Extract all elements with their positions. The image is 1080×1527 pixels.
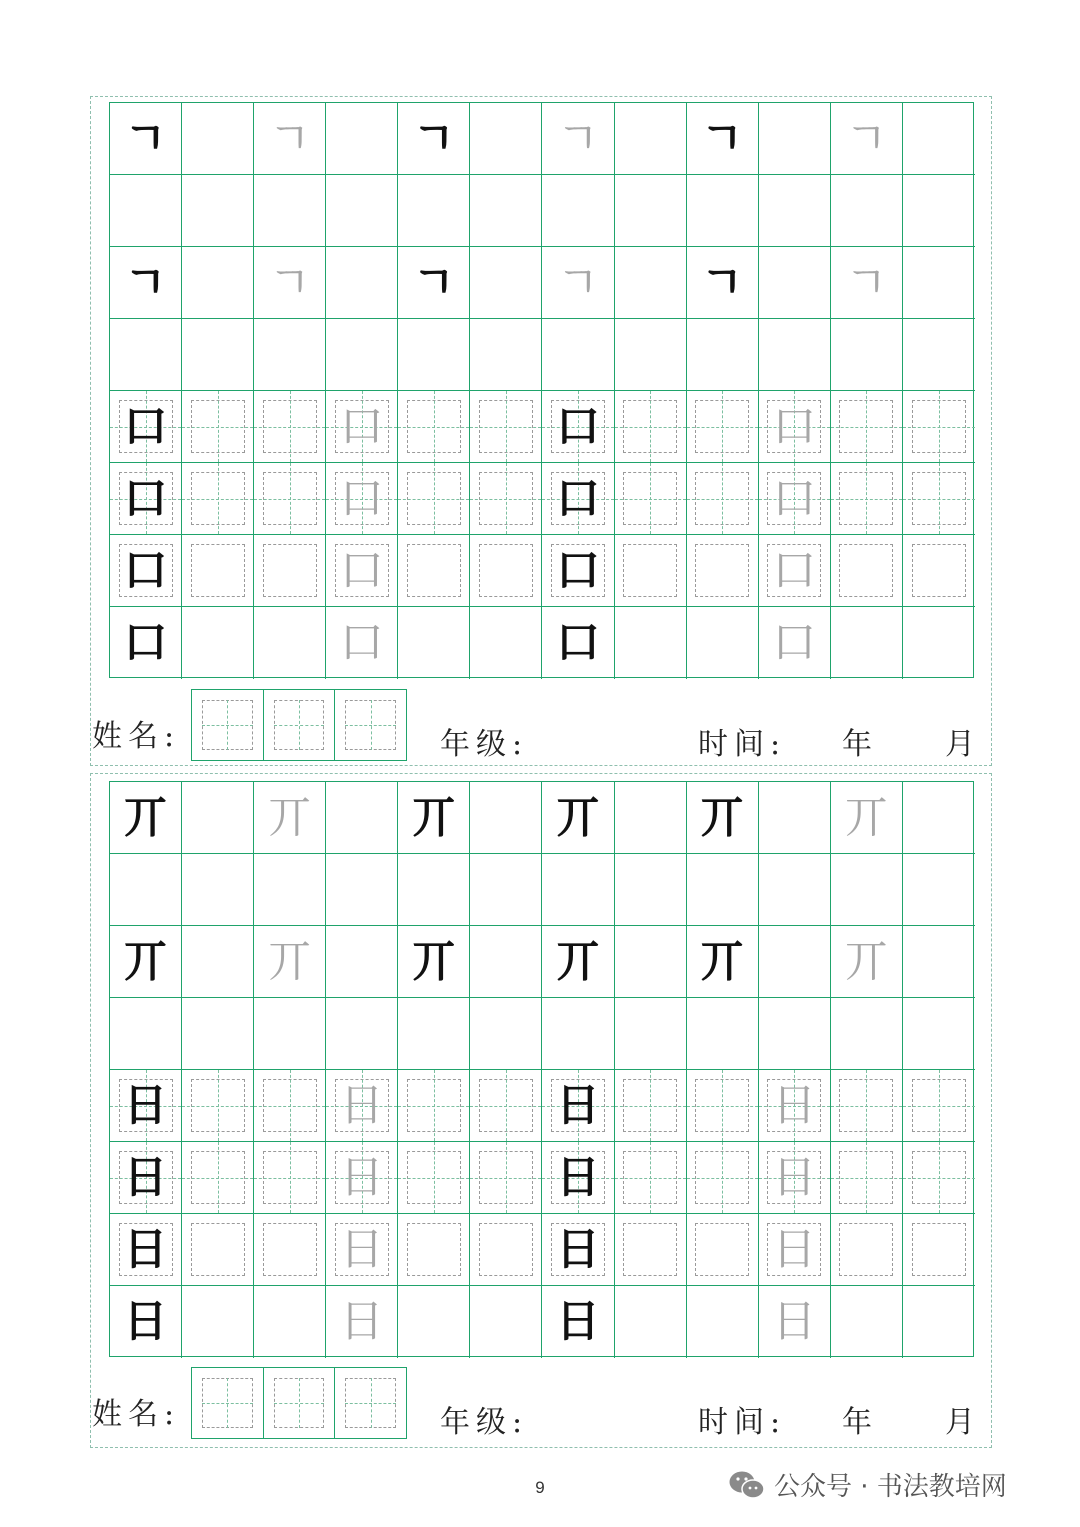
example-character-cell <box>254 103 326 175</box>
writing-cell[interactable] <box>615 854 687 926</box>
writing-cell[interactable] <box>398 1214 470 1286</box>
writing-cell[interactable] <box>759 782 831 854</box>
writing-cell[interactable] <box>398 1142 470 1214</box>
writing-cell[interactable] <box>687 1142 759 1214</box>
writing-cell[interactable] <box>903 391 975 463</box>
writing-cell[interactable] <box>254 175 326 247</box>
example-character-cell <box>542 247 614 319</box>
practice-grid-2 <box>109 781 974 1357</box>
writing-cell[interactable] <box>615 998 687 1070</box>
writing-cell[interactable] <box>110 175 182 247</box>
writing-cell[interactable] <box>903 998 975 1070</box>
writing-cell[interactable] <box>470 998 542 1070</box>
writing-cell[interactable] <box>470 1070 542 1142</box>
trace-character: 日 <box>339 1223 384 1275</box>
writing-cell[interactable] <box>615 391 687 463</box>
grid-row <box>110 1214 973 1286</box>
writing-cell[interactable] <box>182 1286 254 1358</box>
writing-cell[interactable] <box>182 247 254 319</box>
model-character: 口 <box>556 400 600 452</box>
grade-label: 年级: <box>440 727 529 762</box>
example-character-cell <box>831 103 903 175</box>
writing-cell[interactable] <box>831 319 903 391</box>
grade-label: 年级: <box>440 1405 529 1440</box>
writing-cell[interactable] <box>182 103 254 175</box>
example-character-cell <box>542 1286 614 1358</box>
writing-cell[interactable] <box>470 1142 542 1214</box>
writing-cell[interactable] <box>470 535 542 607</box>
trace-character: ㄱ <box>268 256 311 308</box>
grid-row <box>110 391 973 463</box>
example-character-cell <box>759 535 831 607</box>
model-character: ㄱ <box>412 256 456 308</box>
grid-row <box>110 1142 973 1214</box>
example-character-cell <box>759 1070 831 1142</box>
trace-character: 丌 <box>844 791 889 843</box>
trace-character: 日 <box>772 1296 817 1347</box>
writing-cell[interactable] <box>759 998 831 1070</box>
model-character: 日 <box>556 1079 600 1131</box>
writing-cell[interactable] <box>687 854 759 926</box>
writing-cell[interactable] <box>110 998 182 1070</box>
trace-character: 口 <box>772 617 817 668</box>
writing-cell[interactable] <box>398 1286 470 1358</box>
example-character-cell <box>110 103 182 175</box>
example-character-cell <box>110 247 182 319</box>
writing-cell[interactable] <box>615 1286 687 1358</box>
name-box[interactable] <box>335 690 406 760</box>
trace-character: 丌 <box>267 791 312 843</box>
grid-row <box>110 1070 973 1142</box>
model-character: ㄱ <box>700 256 744 308</box>
model-character: ㄱ <box>124 112 167 164</box>
writing-cell[interactable] <box>398 1070 470 1142</box>
model-character: 口 <box>556 617 600 668</box>
writing-cell[interactable] <box>831 1286 903 1358</box>
example-character-cell <box>542 103 614 175</box>
writing-cell[interactable] <box>759 103 831 175</box>
writing-cell[interactable] <box>903 1214 975 1286</box>
writing-cell[interactable] <box>470 1214 542 1286</box>
grid-row <box>110 1286 973 1358</box>
writing-cell[interactable] <box>326 998 398 1070</box>
writing-cell[interactable] <box>615 1142 687 1214</box>
trace-character: 口 <box>772 472 817 524</box>
writing-cell[interactable] <box>831 854 903 926</box>
name-box[interactable] <box>264 690 336 760</box>
writing-cell[interactable] <box>182 854 254 926</box>
writing-cell[interactable] <box>759 854 831 926</box>
example-character-cell <box>110 391 182 463</box>
example-character-cell <box>398 103 470 175</box>
model-character: 口 <box>556 544 600 596</box>
example-character-cell <box>110 607 182 679</box>
trace-character: 口 <box>339 400 384 452</box>
name-writing-boxes[interactable] <box>191 689 407 761</box>
grid-row <box>110 535 973 607</box>
wechat-icon <box>728 1469 766 1501</box>
name-box[interactable] <box>335 1368 406 1438</box>
writing-cell[interactable] <box>615 175 687 247</box>
writing-cell[interactable] <box>254 1214 326 1286</box>
writing-cell[interactable] <box>182 535 254 607</box>
model-character: 日 <box>556 1151 600 1203</box>
example-character-cell <box>110 782 182 854</box>
trace-character: ㄱ <box>268 112 311 164</box>
model-character: 日 <box>123 1079 168 1131</box>
grid-row <box>110 926 973 998</box>
trace-character: 日 <box>339 1079 384 1131</box>
example-character-cell <box>542 463 614 535</box>
writing-cell[interactable] <box>326 782 398 854</box>
writing-cell[interactable] <box>398 607 470 679</box>
example-character-cell <box>326 535 398 607</box>
name-writing-boxes[interactable] <box>191 1367 407 1439</box>
name-label: 姓名: <box>92 1397 181 1432</box>
writing-cell[interactable] <box>398 319 470 391</box>
writing-cell[interactable] <box>254 1070 326 1142</box>
writing-cell[interactable] <box>687 535 759 607</box>
writing-cell[interactable] <box>615 103 687 175</box>
practice-grid-1 <box>109 102 974 678</box>
writing-cell[interactable] <box>615 782 687 854</box>
writing-cell[interactable] <box>903 854 975 926</box>
example-character-cell <box>831 782 903 854</box>
trace-character: 口 <box>772 400 817 452</box>
writing-cell[interactable] <box>759 926 831 998</box>
writing-cell[interactable] <box>254 319 326 391</box>
writing-cell[interactable] <box>615 463 687 535</box>
model-character: 丌 <box>556 935 600 987</box>
example-character-cell <box>759 1286 831 1358</box>
example-character-cell <box>831 247 903 319</box>
name-label: 姓名: <box>92 719 181 754</box>
writing-cell[interactable] <box>470 1286 542 1358</box>
writing-cell[interactable] <box>831 175 903 247</box>
model-character: 丌 <box>556 791 600 843</box>
writing-cell[interactable] <box>182 319 254 391</box>
example-character-cell <box>326 1286 398 1358</box>
writing-cell[interactable] <box>615 1214 687 1286</box>
grid-row <box>110 247 973 319</box>
example-character-cell <box>110 535 182 607</box>
writing-cell[interactable] <box>542 175 614 247</box>
example-character-cell <box>687 782 759 854</box>
writing-cell[interactable] <box>254 535 326 607</box>
writing-cell[interactable] <box>254 1142 326 1214</box>
writing-cell[interactable] <box>182 1214 254 1286</box>
writing-cell[interactable] <box>759 319 831 391</box>
writing-cell[interactable] <box>542 998 614 1070</box>
writing-cell[interactable] <box>615 1070 687 1142</box>
writing-cell[interactable] <box>542 319 614 391</box>
writing-cell[interactable] <box>326 175 398 247</box>
model-character: 日 <box>556 1223 600 1275</box>
model-character: 日 <box>123 1296 168 1347</box>
writing-cell[interactable] <box>254 391 326 463</box>
writing-cell[interactable] <box>470 926 542 998</box>
writing-cell[interactable] <box>687 1286 759 1358</box>
example-character-cell <box>110 1286 182 1358</box>
writing-cell[interactable] <box>182 463 254 535</box>
page-number: 9 <box>535 1478 545 1497</box>
example-character-cell <box>759 391 831 463</box>
example-character-cell <box>398 926 470 998</box>
trace-character: 丌 <box>267 935 312 987</box>
writing-cell[interactable] <box>903 175 975 247</box>
writing-cell[interactable] <box>615 607 687 679</box>
model-character: 日 <box>556 1296 600 1347</box>
year-label: 年 <box>842 1405 878 1440</box>
example-character-cell <box>542 607 614 679</box>
writing-cell[interactable] <box>903 607 975 679</box>
writing-cell[interactable] <box>470 607 542 679</box>
writing-cell[interactable] <box>831 463 903 535</box>
grid-row <box>110 998 973 1070</box>
name-box[interactable] <box>192 690 264 760</box>
model-character: ㄱ <box>412 112 456 164</box>
writing-cell[interactable] <box>254 854 326 926</box>
example-character-cell <box>759 607 831 679</box>
writing-cell[interactable] <box>110 319 182 391</box>
grid-row <box>110 319 973 391</box>
example-character-cell <box>110 1070 182 1142</box>
writing-cell[interactable] <box>687 1070 759 1142</box>
writing-cell[interactable] <box>687 319 759 391</box>
name-box[interactable] <box>192 1368 264 1438</box>
writing-cell[interactable] <box>470 103 542 175</box>
model-character: 丌 <box>700 935 745 987</box>
writing-cell[interactable] <box>470 854 542 926</box>
writing-cell[interactable] <box>903 247 975 319</box>
trace-character: 口 <box>339 472 384 524</box>
writing-cell[interactable] <box>831 607 903 679</box>
example-character-cell <box>326 463 398 535</box>
time-label: 时间: <box>698 727 787 762</box>
example-character-cell <box>687 926 759 998</box>
watermark <box>728 1466 1007 1503</box>
writing-cell[interactable] <box>182 391 254 463</box>
worksheet-footer-1 <box>90 689 980 763</box>
writing-cell[interactable] <box>398 854 470 926</box>
writing-cell[interactable] <box>759 175 831 247</box>
writing-cell[interactable] <box>182 607 254 679</box>
example-character-cell <box>542 1214 614 1286</box>
example-character-cell <box>398 782 470 854</box>
writing-cell[interactable] <box>615 319 687 391</box>
trace-character: 日 <box>772 1223 817 1275</box>
writing-cell[interactable] <box>903 1286 975 1358</box>
example-character-cell <box>542 1070 614 1142</box>
writing-cell[interactable] <box>903 463 975 535</box>
model-character: 丌 <box>123 791 168 843</box>
writing-cell[interactable] <box>254 998 326 1070</box>
writing-cell[interactable] <box>903 782 975 854</box>
writing-cell[interactable] <box>831 1142 903 1214</box>
writing-cell[interactable] <box>398 175 470 247</box>
trace-character: 日 <box>772 1079 817 1131</box>
model-character: 日 <box>123 1223 168 1275</box>
writing-cell[interactable] <box>398 463 470 535</box>
grid-row <box>110 854 973 926</box>
writing-cell[interactable] <box>398 535 470 607</box>
writing-cell[interactable] <box>831 998 903 1070</box>
writing-cell[interactable] <box>398 998 470 1070</box>
writing-cell[interactable] <box>326 247 398 319</box>
trace-character: 丌 <box>844 935 889 987</box>
example-character-cell <box>254 926 326 998</box>
watermark-text: 公众号 · 书法教培网 <box>774 1472 1007 1502</box>
writing-cell[interactable] <box>398 391 470 463</box>
trace-character: ㄱ <box>556 112 600 164</box>
writing-cell[interactable] <box>182 926 254 998</box>
example-character-cell <box>326 607 398 679</box>
model-character: 口 <box>123 544 168 596</box>
grid-row <box>110 463 973 535</box>
model-character: 口 <box>123 400 168 452</box>
writing-cell[interactable] <box>615 247 687 319</box>
writing-cell[interactable] <box>326 103 398 175</box>
example-character-cell <box>254 782 326 854</box>
writing-cell[interactable] <box>254 1286 326 1358</box>
example-character-cell <box>542 391 614 463</box>
writing-cell[interactable] <box>687 1214 759 1286</box>
writing-cell[interactable] <box>615 926 687 998</box>
example-character-cell <box>759 1142 831 1214</box>
writing-cell[interactable] <box>182 1142 254 1214</box>
model-character: ㄱ <box>700 112 744 164</box>
example-character-cell <box>759 1214 831 1286</box>
writing-cell[interactable] <box>903 103 975 175</box>
example-character-cell <box>542 535 614 607</box>
writing-cell[interactable] <box>903 926 975 998</box>
writing-cell[interactable] <box>470 463 542 535</box>
model-character: 日 <box>123 1151 168 1203</box>
writing-cell[interactable] <box>687 607 759 679</box>
example-character-cell <box>831 926 903 998</box>
example-character-cell <box>326 391 398 463</box>
example-character-cell <box>542 926 614 998</box>
writing-cell[interactable] <box>903 1070 975 1142</box>
writing-cell[interactable] <box>470 175 542 247</box>
grid-row <box>110 782 973 854</box>
model-character: 丌 <box>700 791 745 843</box>
model-character: 口 <box>123 472 168 524</box>
writing-cell[interactable] <box>687 463 759 535</box>
trace-character: 日 <box>339 1296 384 1347</box>
month-label: 月 <box>945 1405 981 1440</box>
writing-cell[interactable] <box>759 247 831 319</box>
writing-cell[interactable] <box>182 1070 254 1142</box>
example-character-cell <box>759 463 831 535</box>
writing-cell[interactable] <box>326 319 398 391</box>
writing-cell[interactable] <box>831 535 903 607</box>
trace-character: ㄱ <box>845 112 888 164</box>
model-character: 丌 <box>411 791 456 843</box>
writing-cell[interactable] <box>326 926 398 998</box>
example-character-cell <box>110 1142 182 1214</box>
example-character-cell <box>254 247 326 319</box>
writing-cell[interactable] <box>903 319 975 391</box>
writing-cell[interactable] <box>831 1214 903 1286</box>
writing-cell[interactable] <box>470 391 542 463</box>
time-label: 时间: <box>698 1405 787 1440</box>
model-character: 口 <box>123 617 168 668</box>
example-character-cell <box>542 782 614 854</box>
writing-cell[interactable] <box>903 535 975 607</box>
writing-cell[interactable] <box>903 1142 975 1214</box>
example-character-cell <box>687 103 759 175</box>
writing-cell[interactable] <box>182 175 254 247</box>
trace-character: ㄱ <box>845 256 888 308</box>
model-character: 口 <box>556 472 600 524</box>
example-character-cell <box>110 1214 182 1286</box>
example-character-cell <box>110 926 182 998</box>
example-character-cell <box>326 1070 398 1142</box>
model-character: 丌 <box>411 935 456 987</box>
writing-cell[interactable] <box>182 998 254 1070</box>
example-character-cell <box>326 1142 398 1214</box>
trace-character: 日 <box>339 1151 384 1203</box>
writing-cell[interactable] <box>470 319 542 391</box>
writing-cell[interactable] <box>831 1070 903 1142</box>
trace-character: 口 <box>339 544 384 596</box>
writing-cell[interactable] <box>254 463 326 535</box>
example-character-cell <box>687 247 759 319</box>
year-label: 年 <box>842 727 878 762</box>
grid-row <box>110 103 973 175</box>
writing-cell[interactable] <box>254 607 326 679</box>
writing-cell[interactable] <box>542 854 614 926</box>
example-character-cell <box>110 463 182 535</box>
writing-cell[interactable] <box>326 854 398 926</box>
example-character-cell <box>398 247 470 319</box>
writing-cell[interactable] <box>182 782 254 854</box>
writing-cell[interactable] <box>470 782 542 854</box>
trace-character: 口 <box>339 617 384 668</box>
example-character-cell <box>326 1214 398 1286</box>
model-character: ㄱ <box>124 256 167 308</box>
trace-character: 日 <box>772 1151 817 1203</box>
writing-cell[interactable] <box>831 391 903 463</box>
month-label: 月 <box>945 727 981 762</box>
trace-character: 口 <box>772 544 817 596</box>
name-box[interactable] <box>264 1368 336 1438</box>
writing-cell[interactable] <box>687 175 759 247</box>
grid-row <box>110 175 973 247</box>
trace-character: ㄱ <box>556 256 600 308</box>
example-character-cell <box>542 1142 614 1214</box>
writing-cell[interactable] <box>470 247 542 319</box>
writing-cell[interactable] <box>615 535 687 607</box>
writing-cell[interactable] <box>687 998 759 1070</box>
grid-row <box>110 607 973 679</box>
writing-cell[interactable] <box>687 391 759 463</box>
worksheet-footer-2 <box>90 1367 980 1441</box>
writing-cell[interactable] <box>110 854 182 926</box>
model-character: 丌 <box>123 935 168 987</box>
